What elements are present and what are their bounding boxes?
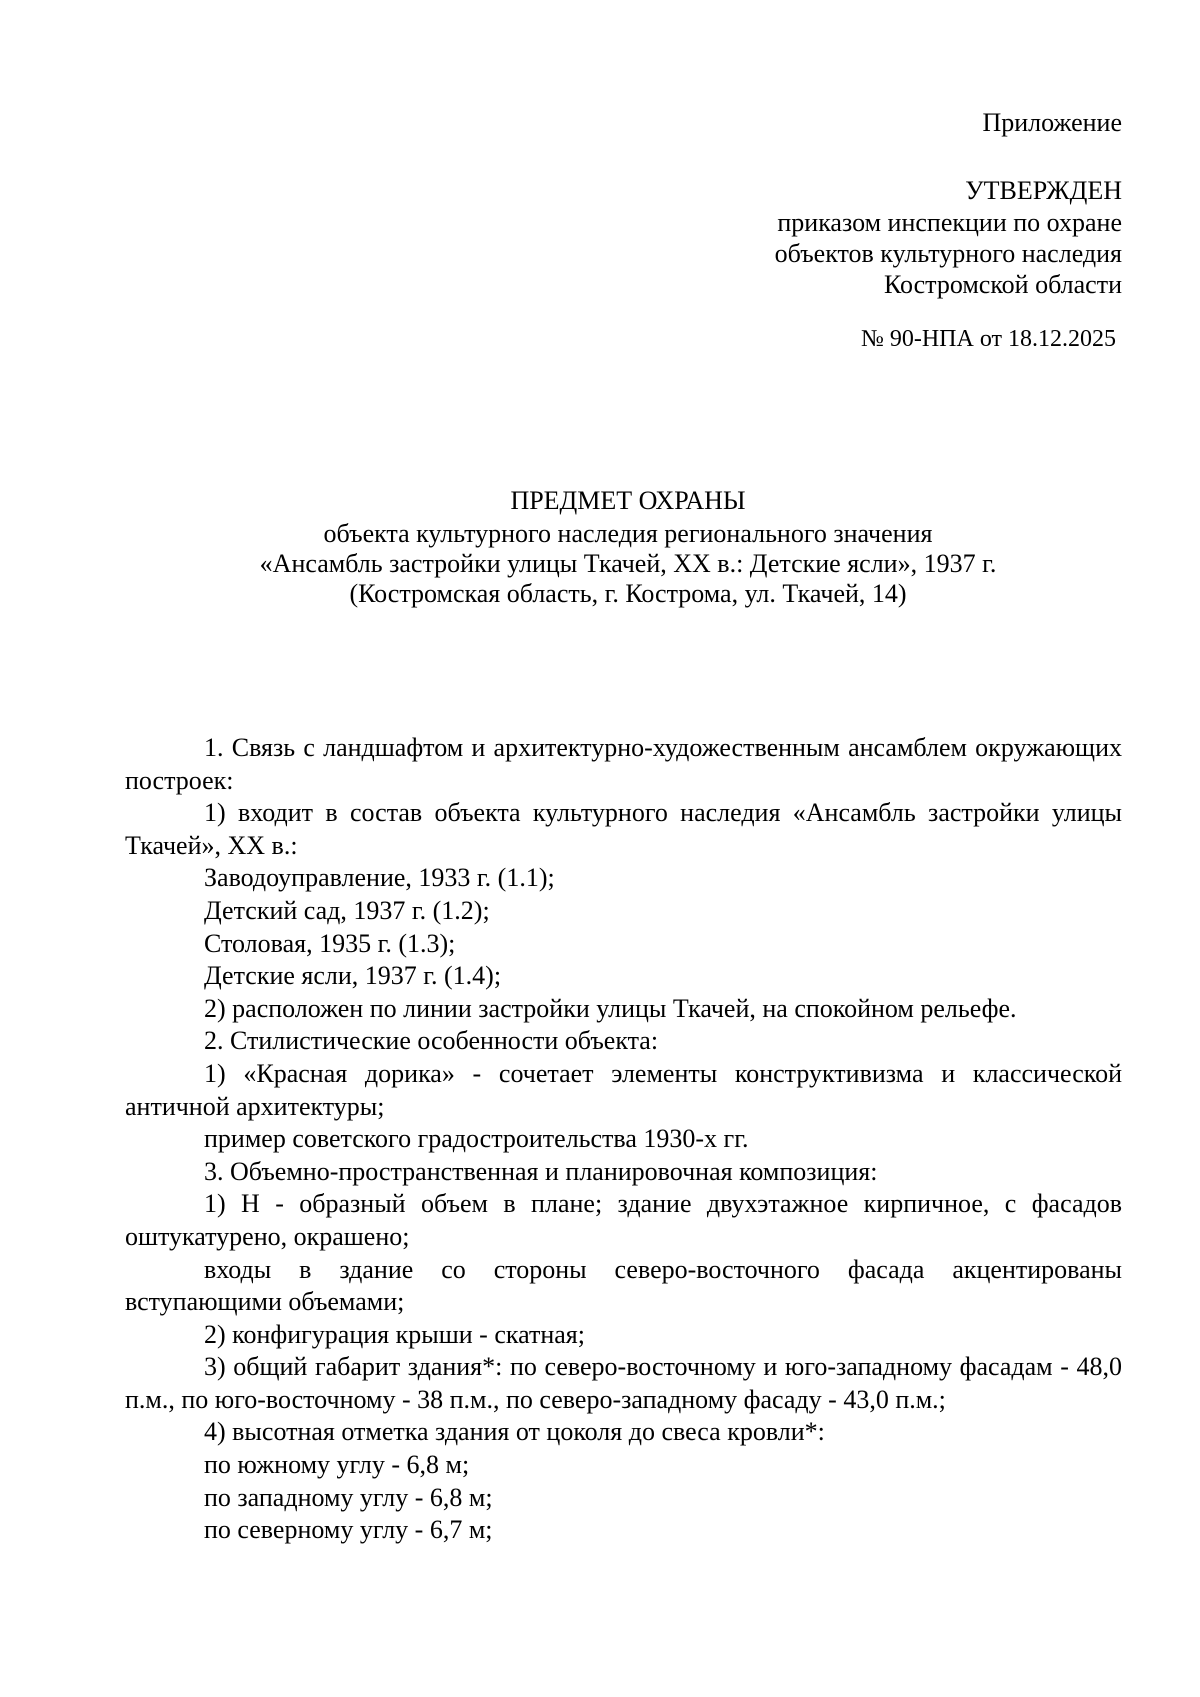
paragraph-15: 3) общий габарит здания*: по северо-восточному и юго-западному фасадам - 48,0 п.м., по юго-восточному - 38 п.м., по северо-западному фасаду - 43,0 п.м.; — [125, 1352, 1122, 1414]
approved-label: УТВЕРЖДЕН — [965, 176, 1122, 205]
subtitle-line-1: объекта культурного наследия регионального значения — [323, 519, 933, 548]
appendix-label: Приложение — [982, 108, 1122, 137]
document-body — [125, 732, 1122, 1547]
paragraph-6: Детские ясли, 1937 г. (1.4); — [204, 961, 502, 991]
paragraph-5: Столовая, 1935 г. (1.3); — [204, 928, 456, 958]
paragraph-11: 3. Объемно-пространственная и планировочная композиция: — [204, 1156, 878, 1186]
paragraph-3: Заводоуправление, 1933 г. (1.1); — [204, 863, 555, 893]
subtitle-line-3: (Костромская область, г. Кострома, ул. Ткачей, 14) — [349, 579, 907, 608]
paragraph-14: 2) конфигурация крыши - скатная; — [204, 1319, 585, 1349]
paragraph-12: 1) Н - образный объем в плане; здание двухэтажное кирпичное, с фасадов оштукатурено, окрашено; — [125, 1189, 1122, 1251]
paragraph-8: 2. Стилистические особенности объекта: — [204, 1026, 659, 1056]
paragraph-16: 4) высотная отметка здания от цоколя до свеса кровли*: — [204, 1417, 825, 1447]
paragraph-4: Детский сад, 1937 г. (1.2); — [204, 895, 490, 925]
subtitle-line-2: «Ансамбль застройки улицы Ткачей, XX в.: Детские ясли», 1937 г. — [259, 549, 997, 578]
paragraph-18: по западному углу - 6,8 м; — [204, 1482, 493, 1512]
paragraph-7: 2) расположен по линии застройки улицы Ткачей, на спокойном рельефе. — [204, 993, 1017, 1023]
paragraph-9: 1) «Красная дорика» - сочетает элементы конструктивизма и классической античной архитектуры; — [125, 1058, 1122, 1121]
paragraph-13: входы в здание со стороны северо-восточного фасада акцентированы вступающими объемами; — [125, 1254, 1122, 1317]
paragraph-2: 1) входит в состав объекта культурного наследия «Ансамбль застройки улицы Ткачей», XX в.: — [125, 798, 1122, 860]
approved-line-3: Костромской области — [883, 270, 1122, 299]
approved-line-2: объектов культурного наследия — [774, 239, 1122, 268]
order-number: № 90-НПА от 18.12.2025 — [860, 326, 1116, 352]
document-heading: ПРЕДМЕТ ОХРАНЫ — [510, 486, 746, 515]
paragraph-1: 1. Связь с ландшафтом и архитектурно-художественным ансамблем окружающих построек: — [125, 733, 1122, 795]
paragraph-19: по северному углу - 6,7 м; — [204, 1515, 493, 1545]
paragraph-10: пример советского градостроительства 1930-х гг. — [204, 1124, 749, 1154]
paragraph-17: по южному углу - 6,8 м; — [204, 1450, 470, 1480]
approved-line-1: приказом инспекции по охране — [777, 208, 1122, 237]
